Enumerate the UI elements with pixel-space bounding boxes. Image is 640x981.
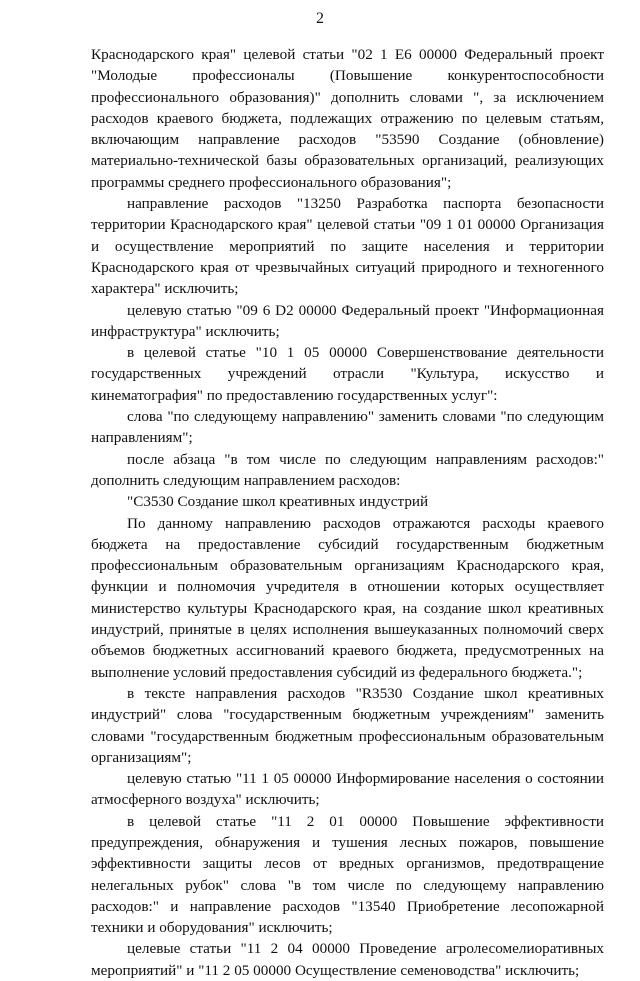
paragraph: целевые статьи "11 2 04 00000 Проведение агролесомелиоративных мероприятий" и "11 2 05 00000 Осуществление семеноводства" исключить; xyxy=(91,940,604,979)
paragraph: после абзаца "в том числе по следующим направлениям расходов:" дополнить следующим направлением расходов: xyxy=(91,450,604,489)
paragraph: целевую статью "09 6 D2 00000 Федеральный проект "Информационная инфраструктура" исключить; xyxy=(91,301,604,340)
paragraph: По данному направлению расходов отражаются расходы краевого бюджета на предоставление субсидий государственным бюджетным профессиональным образовательным организациям Краснодарского края, функции и полномочия учредителя в отношении которых осуществляет министерство культуры Краснодарского края, на создание школ креативных индустрий, принятые в целях исполнения вышеуказанных полномочий сверх объемов бюджетных ассигнований краевого бюджета, предусмотренных на выполнение условий предоставления субсидий из федерального бюджета."; xyxy=(91,514,604,681)
document-body xyxy=(91,44,604,981)
paragraph: в целевой статье "10 1 05 00000 Совершенствование деятельности государственных учреждений отрасли "Культура, искусство и кинематография" по предоставлению государственных услуг": xyxy=(91,344,604,404)
page-number: 2 xyxy=(316,10,324,27)
paragraph: в целевой статье "11 2 01 00000 Повышение эффективности предупреждения, обнаружения и тушения лесных пожаров, повышение эффективности защиты лесов от вредных организмов, предотвращение нелегальных рубок" слова "в том числе по следующему направлению расходов:" и направление расходов "13540 Приобретение лесопожарной техники и оборудования" исключить; xyxy=(91,812,604,937)
paragraph: Краснодарского края" целевой статьи "02 1 Е6 00000 Федеральный проект "Молодые профессионалы (Повышение конкурентоспособности профессионального образования)" дополнить словами ", за исключением расходов краевого бюджета, подлежащих отражению по целевым статьям, включающим направление расходов "53590 Создание (обновление) материально-технической базы образовательных организаций, реализующих программы среднего профессионального образования"; xyxy=(91,46,604,191)
paragraph: в тексте направления расходов "R3530 Создание школ креативных индустрий" слова "государственным бюджетным учреждениям" заменить словами "государственным бюджетным профессиональным образовательным организациям"; xyxy=(91,684,604,766)
paragraph: "С3530 Создание школ креативных индустрий xyxy=(127,493,429,511)
paragraph: слова "по следующему направлению" заменить словами "по следующим направлениям"; xyxy=(91,408,604,447)
paragraph: направление расходов "13250 Разработка паспорта безопасности территории Краснодарского края" целевой статьи "09 1 01 00000 Организация и осуществление мероприятий по защите населения и территории Краснодарского края от чрезвычайных ситуаций природного и техногенного характера" исключить; xyxy=(91,195,604,298)
paragraph: целевую статью "11 1 05 00000 Информирование населения о состоянии атмосферного воздуха" исключить; xyxy=(91,770,604,809)
